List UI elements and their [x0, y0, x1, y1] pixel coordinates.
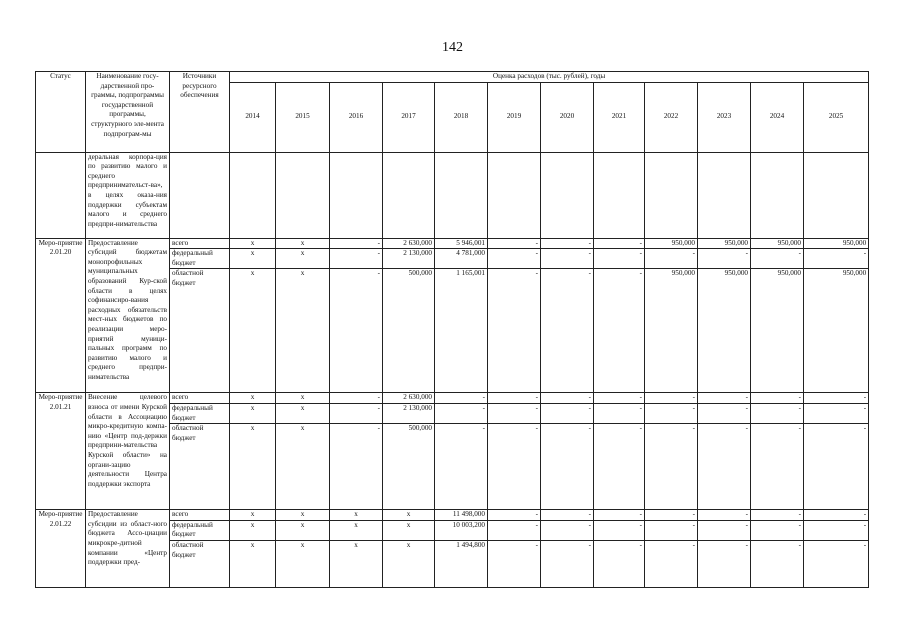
expense-value: -	[541, 269, 594, 393]
measure-status: Меро-приятие 2.01.21	[36, 393, 86, 510]
expense-value: -	[645, 540, 698, 587]
year-header: 2024	[751, 82, 804, 152]
expense-value: -	[435, 393, 488, 404]
funding-source: федеральный бюджет	[170, 403, 230, 423]
expense-value: 10 003,200	[435, 520, 488, 540]
expense-value: x	[230, 510, 276, 521]
expense-value: -	[751, 520, 804, 540]
expense-value: 950,000	[804, 238, 869, 249]
expense-value: -	[594, 393, 645, 404]
expense-value: 11 498,000	[435, 510, 488, 521]
expense-value: -	[594, 238, 645, 249]
expense-value: -	[541, 403, 594, 423]
expense-value: -	[751, 393, 804, 404]
expense-value: -	[645, 520, 698, 540]
expense-value: x	[230, 393, 276, 404]
year-header: 2019	[488, 82, 541, 152]
year-header: 2017	[383, 82, 435, 152]
expense-value: x	[276, 540, 330, 587]
expense-value: -	[594, 403, 645, 423]
continuation-value-cell	[230, 152, 276, 238]
expense-value: -	[698, 249, 751, 269]
expense-value: x	[230, 540, 276, 587]
expense-value: x	[330, 510, 383, 521]
continuation-value-cell	[488, 152, 541, 238]
expense-value: -	[488, 403, 541, 423]
continuation-name: деральная корпора-ция по развитию малого и среднего предпринимательст-ва», в целях оказа-ния поддержки субъектам малого и среднего предпри-нимательства	[86, 152, 170, 238]
year-header: 2023	[698, 82, 751, 152]
header-cost-estimate: Оценка расходов (тыс. рублей), годы	[230, 72, 869, 83]
measure-row	[36, 238, 869, 249]
expense-value: x	[383, 520, 435, 540]
expense-value: -	[751, 510, 804, 521]
year-header: 2014	[230, 82, 276, 152]
expense-value: -	[488, 520, 541, 540]
continuation-value-cell	[383, 152, 435, 238]
expense-value: -	[698, 520, 751, 540]
header-name: Наименование госу-дарственной про-граммы, подпрограммы государственной программы, структурного эле-мента подпрограм-мы	[86, 72, 170, 153]
expense-value: x	[230, 249, 276, 269]
expense-value: -	[594, 520, 645, 540]
expense-value: x	[230, 520, 276, 540]
continuation-value-cell	[330, 152, 383, 238]
expense-value: 500,000	[383, 424, 435, 510]
expense-value: x	[230, 424, 276, 510]
expense-value: -	[435, 424, 488, 510]
expense-value: 2 630,000	[383, 238, 435, 249]
expense-value: 1 494,800	[435, 540, 488, 587]
expense-value: -	[541, 520, 594, 540]
continuation-source-cell	[170, 152, 230, 238]
measure-name: Предоставление субсидии из област-ного бюджета Ассо-циации микрокре-дитной компании «Центр поддержки пред-	[86, 510, 170, 588]
expense-value: -	[804, 510, 869, 521]
header-row-top	[36, 72, 869, 83]
funding-source: областной бюджет	[170, 424, 230, 510]
expense-value: x	[330, 520, 383, 540]
funding-source: федеральный бюджет	[170, 249, 230, 269]
expense-value: 950,000	[804, 269, 869, 393]
header-sources: Источники ресурсного обеспечения	[170, 72, 230, 153]
expense-value: 1 165,001	[435, 269, 488, 393]
expense-value: -	[804, 424, 869, 510]
expense-value: -	[594, 424, 645, 510]
expense-value: 950,000	[698, 238, 751, 249]
expense-value: -	[541, 393, 594, 404]
expense-value: -	[698, 424, 751, 510]
expense-value: 2 130,000	[383, 403, 435, 423]
expense-value: -	[804, 540, 869, 587]
year-header: 2022	[645, 82, 698, 152]
expense-value: x	[276, 424, 330, 510]
expense-value: -	[330, 403, 383, 423]
measure-name: Внесение целевого взноса от имени Курской области в Ассоциацию микро-кредитную компа-нию «Центр под-держки предприни-мательства Курской области» на органи-зацию деятельности Центра поддержки экспорта	[86, 393, 170, 510]
expense-value: x	[276, 249, 330, 269]
expense-value: -	[330, 238, 383, 249]
expense-value: -	[698, 403, 751, 423]
expense-value: 950,000	[645, 238, 698, 249]
expense-value: x	[276, 403, 330, 423]
expense-value: -	[488, 510, 541, 521]
expense-value: -	[804, 403, 869, 423]
year-header: 2016	[330, 82, 383, 152]
funding-source: федеральный бюджет	[170, 520, 230, 540]
expense-value: -	[645, 510, 698, 521]
expense-value: -	[645, 393, 698, 404]
expense-value: 4 781,000	[435, 249, 488, 269]
expense-value: -	[645, 403, 698, 423]
expense-value: -	[594, 540, 645, 587]
expense-value: -	[541, 238, 594, 249]
continuation-value-cell	[594, 152, 645, 238]
measure-status: Меро-приятие 2.01.20	[36, 238, 86, 393]
funding-source: областной бюджет	[170, 540, 230, 587]
continuation-value-cell	[435, 152, 488, 238]
year-header: 2018	[435, 82, 488, 152]
expense-value: x	[230, 238, 276, 249]
expense-value: -	[488, 249, 541, 269]
measure-name: Предоставление субсидий бюджетам монопрофильных муниципальных образований Кур-ской области в целях софинансиро-вания расходных обязательств мест-ных бюджетов по реализации меро-приятий муници-пальных программ по развитию малого и среднего предпри-нимательства	[86, 238, 170, 393]
continuation-value-cell	[645, 152, 698, 238]
expense-value: -	[594, 269, 645, 393]
expense-value: -	[330, 424, 383, 510]
continuation-value-cell	[751, 152, 804, 238]
year-header: 2015	[276, 82, 330, 152]
expense-value: -	[751, 249, 804, 269]
continuation-value-cell	[276, 152, 330, 238]
continuation-status-cell	[36, 152, 86, 238]
expense-value: -	[804, 393, 869, 404]
expense-value: -	[330, 393, 383, 404]
expense-value: -	[751, 424, 804, 510]
expense-value: -	[751, 403, 804, 423]
page-number: 142	[442, 40, 463, 55]
expense-value: -	[804, 520, 869, 540]
funding-source: всего	[170, 238, 230, 249]
expense-value: -	[594, 510, 645, 521]
expense-value: -	[541, 510, 594, 521]
expense-value: x	[230, 269, 276, 393]
expense-value: -	[698, 540, 751, 587]
year-header: 2025	[804, 82, 869, 152]
expense-value: x	[330, 540, 383, 587]
expense-value: -	[488, 269, 541, 393]
continuation-value-cell	[804, 152, 869, 238]
expense-value: -	[541, 424, 594, 510]
year-header: 2020	[541, 82, 594, 152]
expense-value: x	[383, 540, 435, 587]
measure-row	[36, 393, 869, 404]
expense-value: -	[435, 403, 488, 423]
expense-value: -	[751, 540, 804, 587]
expense-value: x	[276, 510, 330, 521]
expense-value: -	[804, 249, 869, 269]
continuation-value-cell	[698, 152, 751, 238]
expense-value: 2 130,000	[383, 249, 435, 269]
expense-value: -	[330, 269, 383, 393]
expense-value: -	[645, 424, 698, 510]
funding-source: областной бюджет	[170, 269, 230, 393]
expense-value: -	[488, 424, 541, 510]
expense-value: 950,000	[698, 269, 751, 393]
measure-status: Меро-приятие 2.01.22	[36, 510, 86, 588]
expense-value: x	[276, 269, 330, 393]
expense-value: 950,000	[751, 238, 804, 249]
continuation-row	[36, 152, 869, 238]
expense-value: -	[488, 393, 541, 404]
header-status: Статус	[36, 72, 86, 153]
expense-value: -	[541, 249, 594, 269]
expense-value: x	[383, 510, 435, 521]
year-header: 2021	[594, 82, 645, 152]
expense-value: -	[330, 249, 383, 269]
expense-value: 500,000	[383, 269, 435, 393]
expense-value: 5 946,001	[435, 238, 488, 249]
expense-value: -	[698, 510, 751, 521]
expense-value: -	[594, 249, 645, 269]
expense-value: -	[488, 238, 541, 249]
expense-value: -	[488, 540, 541, 587]
expense-value: x	[230, 403, 276, 423]
expenditure-table	[35, 71, 869, 588]
expense-value: x	[276, 393, 330, 404]
expense-value: x	[276, 238, 330, 249]
expense-value: 950,000	[751, 269, 804, 393]
continuation-value-cell	[541, 152, 594, 238]
funding-source: всего	[170, 393, 230, 404]
expense-value: 950,000	[645, 269, 698, 393]
expense-value: 2 630,000	[383, 393, 435, 404]
funding-source: всего	[170, 510, 230, 521]
expense-value: -	[698, 393, 751, 404]
expense-value: -	[541, 540, 594, 587]
expense-value: -	[645, 249, 698, 269]
expense-value: x	[276, 520, 330, 540]
measure-row	[36, 510, 869, 521]
